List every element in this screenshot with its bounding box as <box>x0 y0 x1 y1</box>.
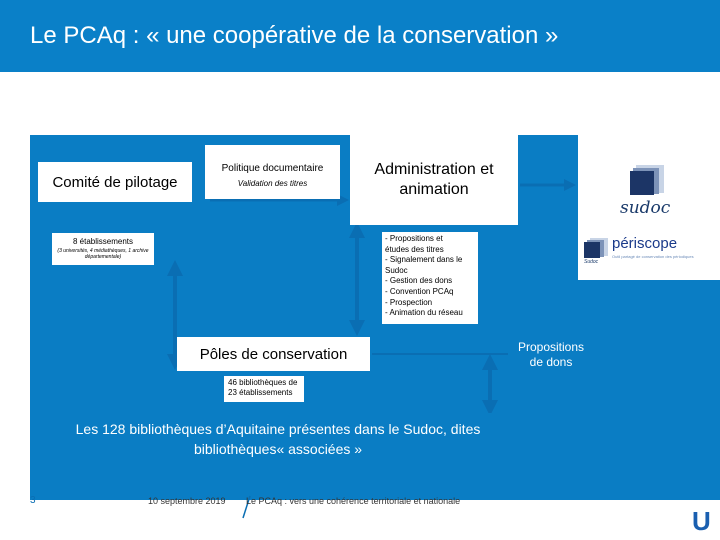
admin-task: Sudoc <box>385 265 408 275</box>
admin-task: - Convention PCAq <box>385 286 454 296</box>
bibliotheques-46-line2: 23 établissements <box>228 388 293 397</box>
poles-box <box>177 337 370 371</box>
admin-task: - Animation du réseau <box>385 308 463 318</box>
admin-task: - Prospection <box>385 297 433 307</box>
university-logo-icon: U <box>692 506 711 536</box>
admin-task: - Signalement dans le <box>385 255 463 265</box>
bibliotheques-46-box <box>224 376 304 402</box>
footer-subtitle: Le PCAq : vers une cohérence territoriale et nationale <box>246 496 461 506</box>
etablissements-title: 8 établissements <box>72 237 134 246</box>
sudoc-logo-text: sudoc <box>620 198 671 218</box>
propositions-line1: Propositions <box>517 340 585 354</box>
propositions-dons <box>512 340 590 370</box>
politique-title: Politique documentaire <box>221 163 324 174</box>
periscope-sudoc-label: Sudoc <box>584 259 599 265</box>
administration-box <box>350 135 518 225</box>
admin-task: - Gestion des dons <box>385 276 453 286</box>
comite-label: Comité de pilotage <box>52 173 178 191</box>
admin-task: - Propositions et <box>385 234 443 243</box>
administration-label: Administration et animation <box>374 161 494 198</box>
comite-box <box>38 162 192 202</box>
poles-label: Pôles de conservation <box>199 345 348 363</box>
etablissements-box <box>52 233 154 265</box>
politique-subtitle: Validation des titres <box>237 179 308 188</box>
footer-date: 10 septembre 2019 <box>148 496 226 506</box>
periscope-logo-text: périscope <box>612 235 678 252</box>
politique-box <box>205 145 340 199</box>
periscope-tagline: Outil partagé de conservation des périodiques <box>612 254 694 259</box>
propositions-line2: de dons <box>529 355 573 369</box>
slide-title: Le PCAq : « une coopérative de la conservation » <box>30 22 559 49</box>
bibliotheques-128-line1: Les 128 bibliothèques d’Aquitaine présentes dans le Sudoc, dites <box>75 421 481 437</box>
admin-task: études des titres <box>385 244 444 254</box>
admin-tasks-box <box>382 232 478 324</box>
bibliotheques-128-box <box>38 413 518 465</box>
bibliotheques-128-line2: bibliothèques« associées » <box>193 441 363 457</box>
etablissements-subtitle: (3 universités, 4 médiathèques, 1 archive départementale) <box>57 248 149 260</box>
page-number: 3 <box>30 495 36 506</box>
bibliotheques-46-line1: 46 bibliothèques de <box>228 378 298 387</box>
